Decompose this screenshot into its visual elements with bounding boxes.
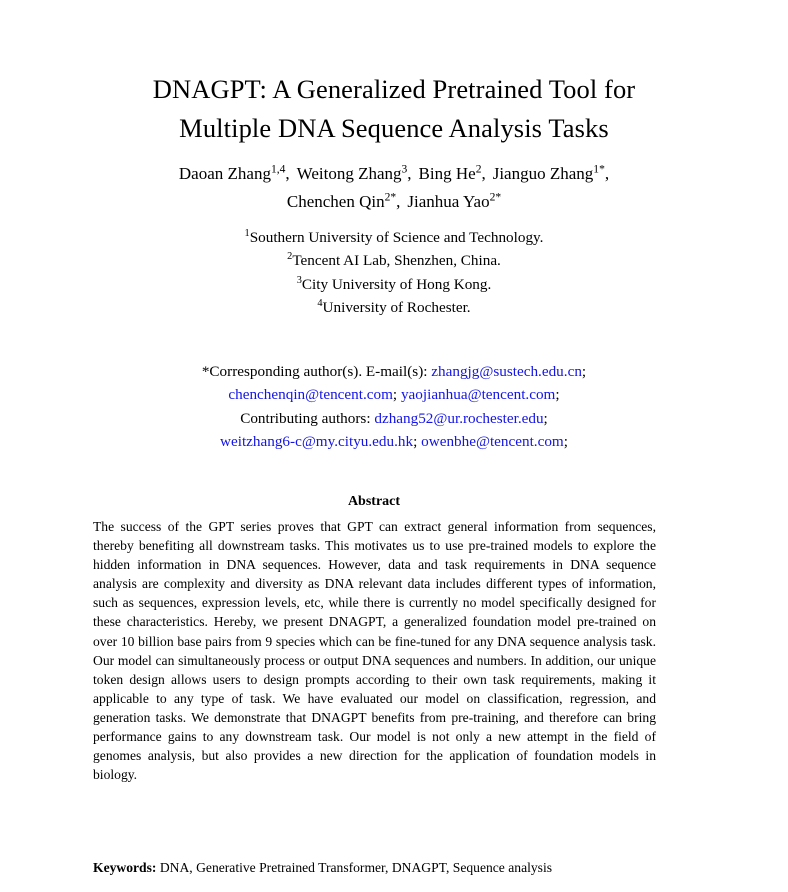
author-separator: , (396, 192, 401, 211)
author-affiliation-marker: 1,4 (270, 162, 286, 176)
author-name (493, 164, 605, 183)
abstract-heading: Abstract (347, 494, 401, 509)
author-affiliation-marker: 2 (475, 162, 482, 176)
affiliation-marker: 4 (317, 298, 323, 310)
author-separator: , (604, 164, 610, 183)
author-separator: , (285, 164, 290, 183)
corresponding-author-line (94, 360, 694, 383)
author-separator: , (407, 164, 412, 183)
author-name (297, 164, 408, 183)
author-name-text: Daoan Zhang (178, 164, 271, 183)
affiliation-item (94, 273, 694, 296)
affiliation-text: University of Rochester. (322, 299, 471, 317)
affiliation-text: Tencent AI Lab, Shenzhen, China. (292, 252, 501, 270)
author-name-text: Jianhua Yao (407, 192, 490, 211)
contributing-email-line (94, 430, 694, 453)
contributing-authors-line (94, 407, 694, 430)
author-line-2 (64, 188, 724, 216)
email-link[interactable]: owenbhe@tencent.com (421, 433, 564, 451)
author-affiliation-marker: 2* (384, 190, 397, 204)
affiliation-marker: 3 (296, 274, 302, 286)
keywords (93, 858, 656, 877)
email-link[interactable]: dzhang52@ur.rochester.edu (374, 409, 544, 427)
author-affiliation-marker: 2* (489, 190, 502, 204)
author-name (419, 164, 482, 183)
author-list (64, 160, 724, 216)
corresponding-author-label: *Corresponding author(s). E-mail(s): (201, 363, 432, 380)
author-name-text: Weitong Zhang (296, 164, 402, 183)
page-title (94, 70, 694, 148)
email-link[interactable]: yaojianhua@tencent.com (400, 386, 556, 404)
email-separator: ; (563, 433, 568, 451)
email-separator: ; (555, 386, 560, 404)
author-name-text: Chenchen Qin (286, 192, 385, 211)
keywords-label: Keywords: (93, 860, 157, 875)
correspondence-block (94, 360, 694, 454)
author-separator: , (481, 164, 486, 183)
author-affiliation-marker: 1* (593, 162, 605, 176)
email-separator: ; (543, 409, 548, 427)
author-name (179, 164, 286, 183)
affiliation-text: City University of Hong Kong. (301, 275, 492, 293)
affiliation-text: Southern University of Science and Technology. (249, 229, 544, 246)
email-separator: ; (581, 363, 587, 380)
affiliation-marker: 2 (287, 251, 293, 263)
author-name-text: Bing He (418, 164, 476, 183)
affiliation-marker: 1 (244, 227, 250, 239)
author-name (287, 192, 396, 211)
keywords-terms: DNA, Generative Pretrained Transformer, DNAGPT, Sequence analysis (159, 860, 553, 875)
title-line-1: DNAGPT: A Generalized Pretrained Tool for (152, 73, 636, 104)
affiliation-item (94, 296, 694, 319)
email-separator: ; (392, 386, 401, 404)
affiliation-item (94, 249, 694, 272)
email-link[interactable]: chenchenqin@tencent.com (228, 386, 393, 404)
email-link[interactable]: weitzhang6-c@my.cityu.edu.hk (220, 433, 414, 451)
author-name (407, 192, 501, 211)
email-separator: ; (413, 433, 422, 451)
author-name-text: Jianguo Zhang (492, 164, 594, 183)
abstract-body: The success of the GPT series proves that GPT can extract general information from sequences, thereby benefiting all downstream tasks. This motivates us to use pre-trained models to explore the hidden information in DNA sequences. However, data and task requirements in DNA sequence analysis are complexity and diversity as DNA relevant data includes different types of information, such as sequences, expression levels, etc, while there is currently no model specifically designed for these characteristics. Hereby, we present DNAGPT, a generalized foundation model pre-trained on over 10 billion base pairs from 9 species which can be fine-tuned for any DNA sequence analysis task. Our model can simultaneously process or output DNA sequences and numbers. In addition, our unique token design allows users to design prompts according to their own task requirements, making it applicable to any type of task. We have evaluated our model on classification, regression, and generation tasks. We demonstrate that DNAGPT benefits from pre-training, and therefore can bring performance gains to any downstream task. Our model is not only a new attempt in the field of genomes analysis, but also provides a new direction for the application of foundation models in biology. (93, 519, 656, 783)
corresponding-email-line (94, 383, 694, 406)
affiliation-list (94, 226, 694, 320)
email-link[interactable]: zhangjg@sustech.edu.cn (431, 363, 582, 380)
author-line-1 (64, 160, 724, 188)
title-line-2: Multiple DNA Sequence Analysis Tasks (179, 112, 609, 143)
contributing-authors-label: Contributing authors: (240, 409, 375, 427)
author-affiliation-marker: 3 (401, 162, 408, 176)
affiliation-item (94, 226, 694, 249)
